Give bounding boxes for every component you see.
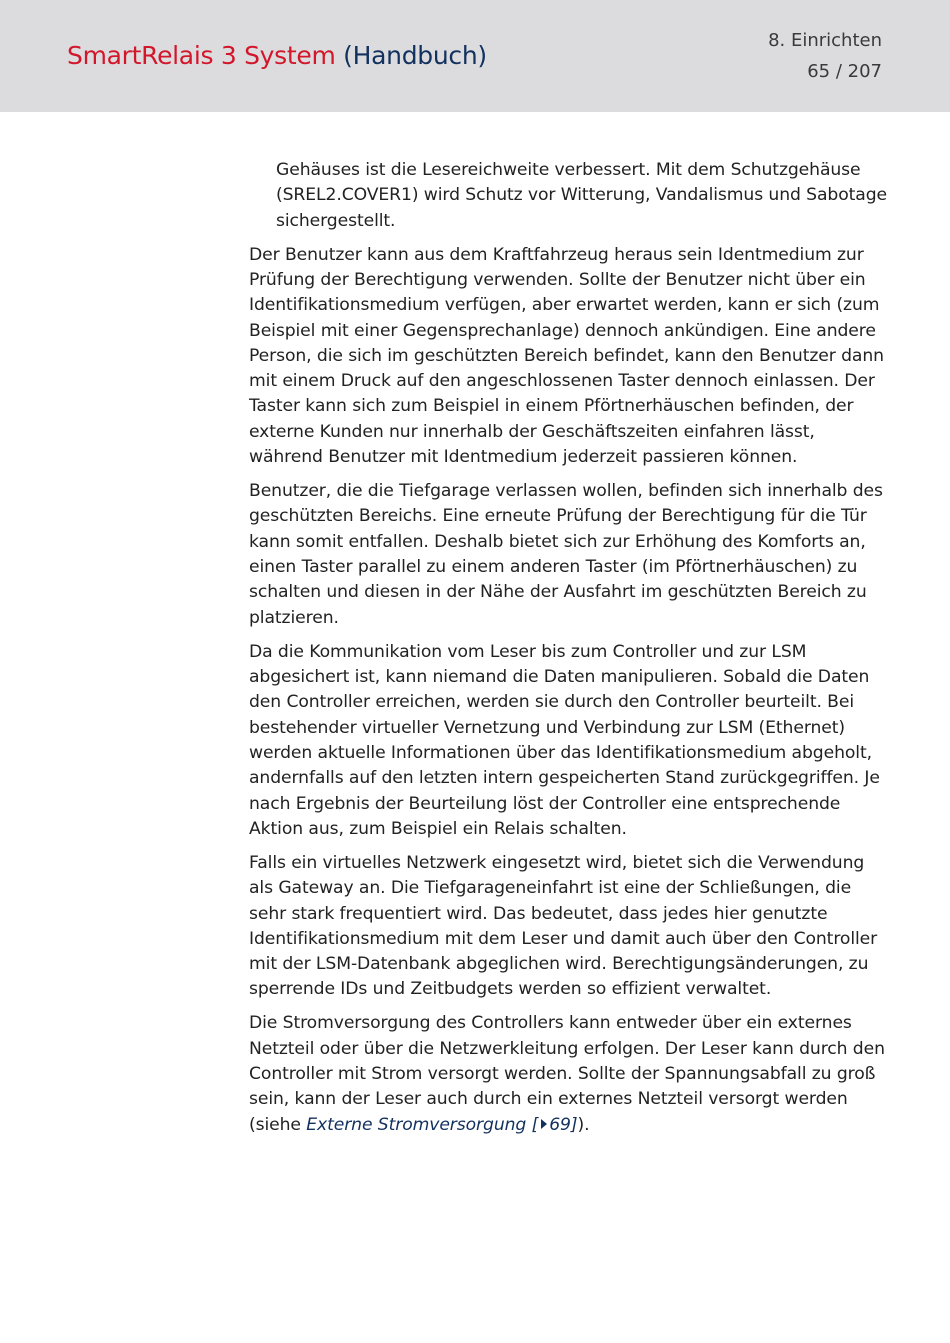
paragraph: Falls ein virtuelles Netzwerk eingesetzt wird, bietet sich die Verwendung als Gateway an. Die Tiefgarageneinfahrt ist eine der Schließungen, die sehr stark frequentiert wird. Das bedeutet, dass jedes hier genutzte Identifikationsmedium mit dem Leser und damit auch über den Controller mit der LSM-Datenbank abgeglichen wird. Berechtigungsänderungen, zu sperrende IDs und Zeitbudgets werden so effizient verwaltet. (249, 852, 878, 1000)
cross-reference-link[interactable] (306, 1115, 577, 1135)
body-text (249, 158, 889, 1147)
chapter-title: 8. Einrichten (768, 30, 882, 51)
paragraph-text: Die Stromversorgung des Controllers kann entweder über ein externes Netzteil oder über die Netzwerkleitung erfolgen. Der Leser kann durch den Controller mit Strom versorgt werden. Sollte der Spannungsabfall zu groß sein, kann der Leser auch durch ein externes Netzteil versorgt werden (siehe (249, 1013, 885, 1135)
cross-reference-label: Externe Stromversorgung [ (306, 1114, 539, 1135)
page-header (0, 0, 950, 112)
paragraph: Der Benutzer kann aus dem Kraftfahrzeug heraus sein Identmedium zur Prüfung der Berechtigung verwenden. Sollte der Benutzer nicht über ein Identifikationsmedium verfügen, aber erwartet werden, kann er sich (zum Beispiel mit einer Gegensprechanlage) dennoch ankündigen. Eine andere Person, die sich im geschützten Bereich befindet, kann den Benutzer dann mit einem Druck auf den angeschlossenen Taster dennoch einlassen. Der Taster kann sich zum Beispiel in einem Pförtnerhäuschen befinden, der externe Kunden nur innerhalb der Geschäftszeiten einfahren lässt, während Benutzer mit Identmedium jederzeit passieren können. (249, 244, 884, 468)
cross-reference-page: 69] (549, 1114, 578, 1135)
page-reference-arrow-icon (541, 1119, 547, 1129)
paragraph-continuation: Gehäuses ist die Lesereichweite verbessert. Mit dem Schutzgehäuse (SREL2.COVER1) wird Schutz vor Witterung, Vandalismus und Sabotage sichergestellt. (276, 160, 888, 231)
paragraph-with-reference (249, 1011, 889, 1137)
document-title (67, 40, 487, 72)
product-name: SmartRelais 3 System (67, 41, 336, 70)
document-type: (Handbuch) (343, 41, 487, 70)
paragraph-end: ). (577, 1114, 590, 1135)
page-number: 65 / 207 (807, 61, 882, 82)
paragraph: Da die Kommunikation vom Leser bis zum Controller und zur LSM abgesichert ist, kann niemand die Daten manipulieren. Sobald die Daten den Controller erreichen, werden sie durch den Controller beurteilt. Bei bestehender virtueller Vernetzung und Verbindung zur LSM (Ethernet) werden aktuelle Informationen über das Identifikationsmedium abgeholt, andernfalls auf den letzten intern gespeicherten Stand zurückgegriffen. Je nach Ergebnis der Beurteilung löst der Controller eine entsprechende Aktion aus, zum Beispiel ein Relais schalten. (249, 641, 880, 839)
paragraph: Benutzer, die die Tiefgarage verlassen wollen, befinden sich innerhalb des geschützten Bereichs. Eine erneute Prüfung der Berechtigung für die Tür kann somit entfallen. Deshalb bietet sich zur Erhöhung des Komforts an, einen Taster parallel zu einem anderen Taster (im Pförtnerhäuschen) zu schalten und diesen in der Nähe der Ausfahrt im geschützten Bereich zu platzieren. (249, 481, 883, 628)
